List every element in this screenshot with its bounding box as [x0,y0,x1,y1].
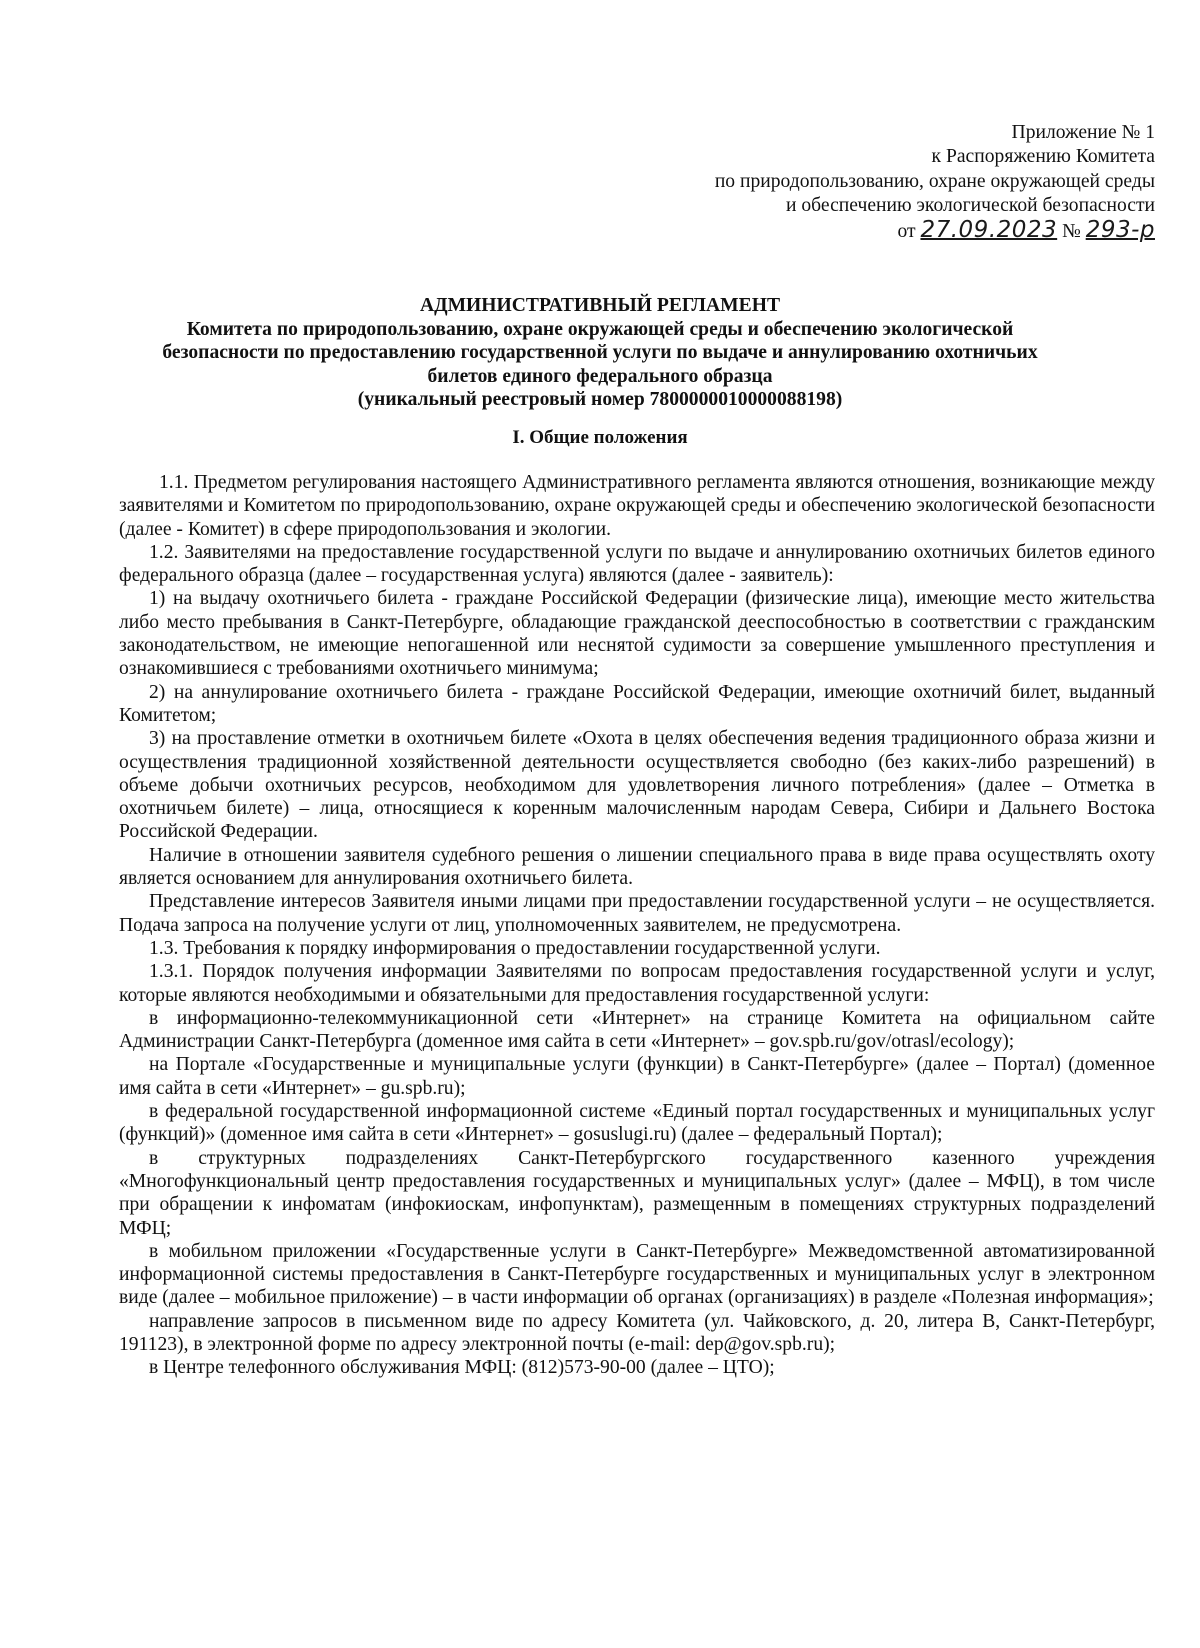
appendix-date-line [715,218,1155,244]
body-text [119,471,1155,1380]
paragraph-court-decision: Наличие в отношении заявителя судебного решения о лишении специального права в виде права осуществлять охоту является основанием для аннулирования охотничьего билета. [119,844,1155,890]
appendix-line-2: к Распоряжению Комитета [931,146,1155,168]
title-line-2: Комитета по природопользованию, охране окружающей среды и обеспечению экологической [186,318,1014,340]
paragraph-applicant-3: 3) на проставление отметки в охотничьем билете «Охота в целях обеспечения ведения традиционного образа жизни и осуществления традиционной хозяйственной деятельности осуществляется свободно (без каких-либо разрешений) в объеме добычи охотничьих ресурсов, необходимом для удовлетворения личного потребления» (далее – Отметка в охотничьем билете) – лица, относящиеся к коренным малочисленным народам Севера, Сибири и Дальнего Востока Российской Федерации. [119,728,1155,843]
date-prefix: от [897,221,916,243]
paragraph-internet: в информационно-телекоммуникационной сети «Интернет» на странице Комитета на официальном сайте Администрации Санкт-Петербурга (доменное имя сайта в сети «Интернет» – gov.spb.ru/gov/otrasl/ecology); [119,1007,1155,1053]
paragraph-1-3: 1.3. Требования к порядку информирования о предоставлении государственной услуги. [149,937,881,959]
title-line-5: (уникальный реестровый номер 7800000010000088198) [357,389,843,411]
paragraph-applicant-1: 1) на выдачу охотничьего билета - граждане Российской Федерации (физические лица), имеющие место жительства либо место пребывания в Санкт-Петербурге, обладающие гражданской дееспособностью в соответствии с гражданским законодательством, не имеющие непогашенной или неснятой судимости за совершение умышленного преступления и ознакомившиеся с требованиями охотничьего минимума; [119,588,1155,680]
paragraph-1-2: 1.2. Заявителями на предоставление государственной услуги по выдаче и аннулированию охотничьих билетов единого федерального образца (далее – государственная услуга) являются (далее - заявитель): [119,541,1155,587]
paragraph-call-center: в Центре телефонного обслуживания МФЦ: (812)573-90-00 (далее – ЦТО); [149,1357,775,1379]
appendix-header [715,121,1155,244]
paragraph-representation: Представление интересов Заявителя иными лицами при предоставлении государственной услуги – не осуществляется. Подача запроса на получение услуги от лиц, уполномоченных заявителем, не предусмотрена. [119,891,1155,936]
handwritten-date: 27.09.2023 [920,217,1058,244]
paragraph-portal: на Портале «Государственные и муниципальные услуги (функции) в Санкт-Петербурге» (далее – Портал) (доменное имя сайта в сети «Интернет» – gu.spb.ru); [119,1054,1155,1099]
appendix-line-1: Приложение № 1 [1011,122,1155,143]
paragraph-mobile-app: в мобильном приложении «Государственные услуги в Санкт-Петербурге» Межведомственной автоматизированной информационной системы предоставления в Санкт-Петербурге государственных и муниципальных услуг в электронном виде (далее – мобильное приложение) – в части информации об органах (организациях) в разделе «Полезная информация»; [119,1240,1155,1309]
paragraph-federal-portal: в федеральной государственной информационной системе «Единый портал государственных и муниципальных услуг (функций)» (доменное имя сайта в сети «Интернет» – gosuslugi.ru) (далее – федеральный Портал); [119,1101,1155,1146]
paragraph-written-requests: направление запросов в письменном виде по адресу Комитета (ул. Чайковского, д. 20, литера В, Санкт-Петербург, 191123), в электронной форме по адресу электронной почты (e-mail: dep@gov.spb.ru); [119,1310,1155,1355]
section-heading: I. Общие положения [512,427,688,448]
appendix-line-3: по природопользованию, охране окружающей среды [714,170,1155,192]
document-title [100,294,1100,412]
title-line-4: билетов единого федерального образца [427,365,773,387]
handwritten-number: 293-р [1085,217,1155,244]
paragraph-applicant-2: 2) на аннулирование охотничьего билета - граждане Российской Федерации, имеющие охотничий билет, выданный Комитетом; [119,681,1155,726]
paragraph-1-3-1: 1.3.1. Порядок получения информации Заявителями по вопросам предоставления государственной услуги и услуг, которые являются необходимыми и обязательными для предоставления государственной услуги: [119,961,1155,1006]
appendix-line-4: и обеспечению экологической безопасности [786,194,1155,216]
paragraph-1-1: 1.1. Предметом регулирования настоящего Административного регламента являются отношения, возникающие между заявителями и Комитетом по природопользованию, охране окружающей среды и обеспечению экологической безопасности (далее - Комитет) в сфере природопользования и экологии. [119,472,1155,540]
title-line-1: АДМИНИСТРАТИВНЫЙ РЕГЛАМЕНТ [419,295,781,316]
title-line-3: безопасности по предоставлению государственной услуги по выдаче и аннулированию охотничьих [162,342,1038,364]
number-prefix: № [1062,221,1081,243]
paragraph-mfc: в структурных подразделениях Санкт-Петербургского государственного казенного учреждения «Многофункциональный центр предоставления государственных и муниципальных услуг» (далее – МФЦ), в том числе при обращении к инфоматам (инфокиоскам, инфопунктам), размещенным в помещениях структурных подразделений МФЦ; [119,1147,1155,1239]
